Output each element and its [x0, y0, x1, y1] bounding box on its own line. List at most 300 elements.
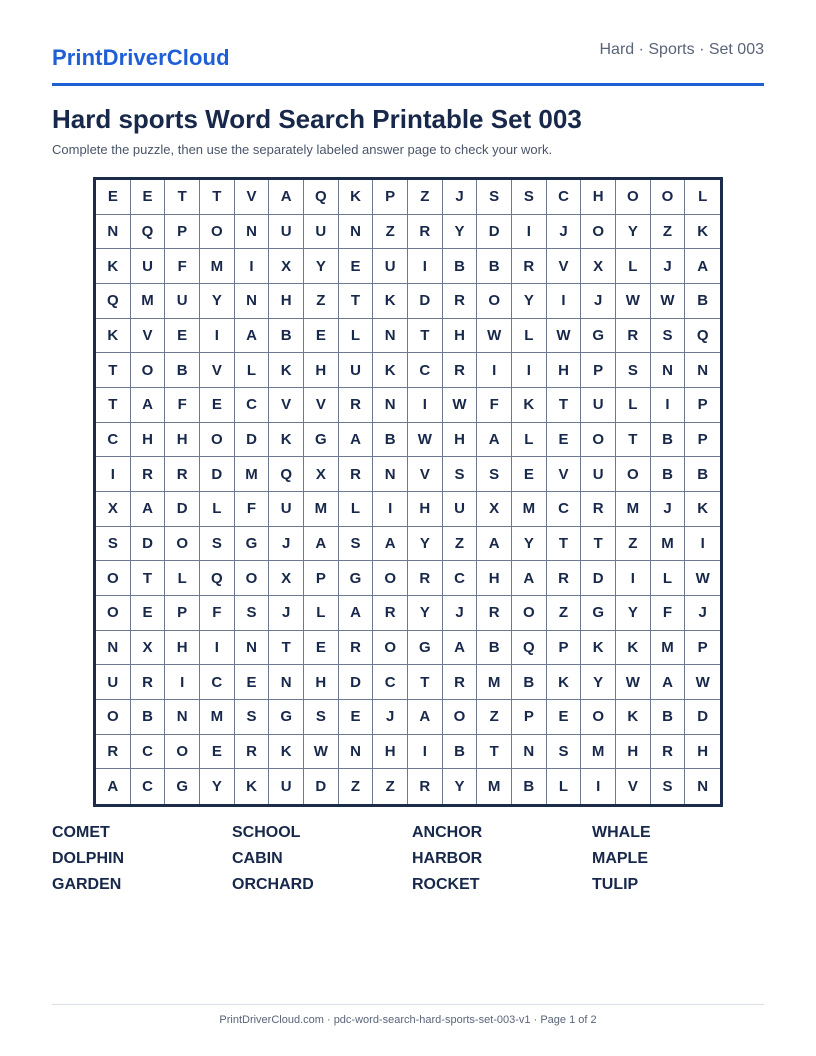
grid-cell: N: [373, 457, 408, 492]
grid-cell: X: [477, 492, 512, 527]
grid-cell: E: [339, 249, 374, 284]
grid-cell: G: [165, 769, 200, 804]
grid-cell: C: [96, 423, 131, 458]
grid-cell: Q: [200, 561, 235, 596]
page-footer: PrintDriverCloud.com · pdc-word-search-hard-sports-set-003-v1 · Page 1 of 2: [219, 1014, 597, 1026]
word-list-item: HARBOR: [412, 850, 483, 867]
grid-cell: I: [165, 665, 200, 700]
grid-cell: I: [235, 249, 270, 284]
grid-cell: D: [581, 561, 616, 596]
grid-cell: J: [373, 700, 408, 735]
grid-cell: B: [269, 319, 304, 354]
grid-cell: Z: [651, 215, 686, 250]
grid-cell: D: [131, 527, 166, 562]
grid-cell: E: [547, 423, 582, 458]
grid-cell: S: [304, 700, 339, 735]
grid-cell: U: [269, 769, 304, 804]
grid-cell: I: [373, 492, 408, 527]
grid-cell: A: [443, 631, 478, 666]
grid-cell: P: [685, 423, 720, 458]
grid-cell: E: [165, 319, 200, 354]
grid-cell: N: [512, 735, 547, 770]
grid-cell: D: [235, 423, 270, 458]
grid-cell: L: [512, 319, 547, 354]
grid-cell: P: [373, 180, 408, 215]
word-list-item: ROCKET: [412, 876, 480, 893]
grid-cell: T: [269, 631, 304, 666]
grid-cell: O: [616, 457, 651, 492]
grid-cell: V: [408, 457, 443, 492]
grid-cell: U: [269, 215, 304, 250]
grid-cell: T: [165, 180, 200, 215]
grid-cell: A: [477, 423, 512, 458]
grid-cell: I: [477, 353, 512, 388]
word-search-grid: [93, 177, 723, 807]
grid-cell: R: [443, 284, 478, 319]
grid-cell: E: [235, 665, 270, 700]
grid-cell: J: [651, 492, 686, 527]
grid-cell: M: [651, 527, 686, 562]
grid-cell: E: [131, 180, 166, 215]
grid-cell: I: [616, 561, 651, 596]
grid-cell: T: [339, 284, 374, 319]
grid-cell: N: [685, 353, 720, 388]
grid-cell: N: [235, 284, 270, 319]
grid-cell: L: [304, 596, 339, 631]
grid-cell: V: [547, 457, 582, 492]
grid-cell: V: [304, 388, 339, 423]
grid-cell: N: [373, 319, 408, 354]
grid-cell: O: [235, 561, 270, 596]
word-list-item: GARDEN: [52, 876, 122, 893]
grid-cell: T: [408, 319, 443, 354]
grid-cell: H: [373, 735, 408, 770]
grid-cell: P: [165, 596, 200, 631]
grid-cell: Y: [304, 249, 339, 284]
grid-cell: Y: [512, 284, 547, 319]
grid-cell: N: [373, 388, 408, 423]
grid-cell: U: [304, 215, 339, 250]
grid-cell: Q: [269, 457, 304, 492]
grid-cell: R: [408, 215, 443, 250]
grid-cell: O: [651, 180, 686, 215]
grid-cell: W: [408, 423, 443, 458]
grid-cell: O: [96, 596, 131, 631]
grid-cell: R: [131, 457, 166, 492]
grid-cell: O: [200, 215, 235, 250]
grid-cell: S: [547, 735, 582, 770]
grid-cell: O: [443, 700, 478, 735]
grid-cell: Q: [131, 215, 166, 250]
grid-cell: M: [477, 769, 512, 804]
grid-cell: K: [616, 700, 651, 735]
grid-cell: O: [96, 561, 131, 596]
grid-cell: G: [304, 423, 339, 458]
grid-cell: R: [373, 596, 408, 631]
grid-cell: R: [651, 735, 686, 770]
grid-cell: Z: [443, 527, 478, 562]
grid-cell: A: [477, 527, 512, 562]
grid-cell: H: [304, 353, 339, 388]
grid-cell: D: [408, 284, 443, 319]
grid-cell: F: [477, 388, 512, 423]
grid-cell: S: [512, 180, 547, 215]
grid-cell: R: [408, 769, 443, 804]
grid-cell: Y: [581, 665, 616, 700]
grid-cell: Y: [443, 769, 478, 804]
grid-cell: R: [443, 665, 478, 700]
grid-cell: O: [96, 700, 131, 735]
grid-cell: R: [339, 457, 374, 492]
grid-cell: R: [477, 596, 512, 631]
grid-cell: L: [616, 388, 651, 423]
grid-cell: G: [581, 319, 616, 354]
grid-cell: D: [304, 769, 339, 804]
grid-cell: G: [235, 527, 270, 562]
word-list-item: COMET: [52, 824, 110, 841]
grid-cell: E: [304, 631, 339, 666]
page-title: Hard sports Word Search Printable Set 003: [52, 104, 582, 134]
grid-cell: X: [96, 492, 131, 527]
grid-cell: I: [96, 457, 131, 492]
grid-cell: B: [512, 769, 547, 804]
grid-cell: C: [408, 353, 443, 388]
grid-cell: Q: [96, 284, 131, 319]
grid-cell: B: [443, 249, 478, 284]
grid-cell: A: [304, 527, 339, 562]
grid-cell: L: [512, 423, 547, 458]
grid-cell: K: [339, 180, 374, 215]
grid-cell: R: [96, 735, 131, 770]
word-list-item: MAPLE: [592, 850, 648, 867]
grid-cell: T: [547, 388, 582, 423]
grid-cell: F: [235, 492, 270, 527]
grid-cell: M: [616, 492, 651, 527]
grid-cell: A: [131, 492, 166, 527]
grid-cell: Y: [200, 284, 235, 319]
grid-cell: U: [339, 353, 374, 388]
grid-cell: I: [581, 769, 616, 804]
page-header: [52, 0, 764, 86]
grid-cell: H: [581, 180, 616, 215]
grid-cell: I: [685, 527, 720, 562]
grid-cell: F: [165, 249, 200, 284]
grid-cell: S: [200, 527, 235, 562]
grid-cell: A: [269, 180, 304, 215]
grid-cell: T: [581, 527, 616, 562]
grid-cell: L: [339, 492, 374, 527]
grid-cell: K: [373, 353, 408, 388]
grid-cell: H: [165, 631, 200, 666]
grid-cell: K: [269, 423, 304, 458]
grid-cell: O: [581, 423, 616, 458]
word-list-item: CABIN: [232, 850, 283, 867]
grid-cell: U: [131, 249, 166, 284]
grid-cell: M: [651, 631, 686, 666]
grid-cell: F: [200, 596, 235, 631]
grid-cell: H: [269, 284, 304, 319]
grid-cell: K: [512, 388, 547, 423]
grid-cell: J: [443, 596, 478, 631]
grid-cell: P: [304, 561, 339, 596]
grid-cell: S: [651, 769, 686, 804]
grid-cell: X: [269, 561, 304, 596]
grid-cell: V: [269, 388, 304, 423]
grid-cell: A: [512, 561, 547, 596]
grid-cell: N: [96, 631, 131, 666]
grid-cell: T: [96, 388, 131, 423]
grid-cell: N: [339, 735, 374, 770]
grid-cell: P: [685, 388, 720, 423]
grid-cell: I: [651, 388, 686, 423]
grid-cell: L: [235, 353, 270, 388]
grid-cell: J: [443, 180, 478, 215]
grid-cell: N: [96, 215, 131, 250]
grid-cell: J: [547, 215, 582, 250]
grid-cell: M: [512, 492, 547, 527]
grid-cell: Y: [408, 596, 443, 631]
grid-cell: B: [131, 700, 166, 735]
grid-cell: S: [477, 457, 512, 492]
grid-cell: C: [200, 665, 235, 700]
grid-cell: L: [165, 561, 200, 596]
grid-cell: K: [685, 492, 720, 527]
grid-cell: E: [96, 180, 131, 215]
word-list-item: WHALE: [592, 824, 651, 841]
grid-cell: N: [269, 665, 304, 700]
grid-cell: A: [685, 249, 720, 284]
grid-cell: Z: [373, 769, 408, 804]
grid-cell: C: [373, 665, 408, 700]
grid-cell: H: [443, 319, 478, 354]
grid-cell: O: [165, 735, 200, 770]
grid-cell: B: [477, 631, 512, 666]
grid-cell: O: [477, 284, 512, 319]
grid-cell: V: [200, 353, 235, 388]
grid-cell: W: [651, 284, 686, 319]
grid-cell: T: [477, 735, 512, 770]
grid-cell: O: [165, 527, 200, 562]
grid-cell: T: [131, 561, 166, 596]
grid-cell: B: [651, 700, 686, 735]
grid-cell: D: [165, 492, 200, 527]
grid-cell: K: [269, 353, 304, 388]
grid-cell: P: [512, 700, 547, 735]
grid-cell: Z: [339, 769, 374, 804]
grid-cell: Y: [616, 215, 651, 250]
brand-logo[interactable]: PrintDriverCloud: [52, 45, 230, 70]
breadcrumb: Hard · Sports · Set 003: [599, 41, 764, 58]
grid-cell: P: [547, 631, 582, 666]
grid-cell: Y: [443, 215, 478, 250]
grid-cell: I: [512, 353, 547, 388]
grid-cell: T: [96, 353, 131, 388]
grid-cell: V: [547, 249, 582, 284]
grid-cell: X: [581, 249, 616, 284]
grid-cell: B: [165, 353, 200, 388]
grid-cell: S: [477, 180, 512, 215]
grid-cell: D: [477, 215, 512, 250]
grid-cell: N: [697, 778, 709, 796]
grid-cell: H: [443, 423, 478, 458]
grid-cell: E: [339, 700, 374, 735]
grid-cell: Q: [512, 631, 547, 666]
grid-cell: W: [685, 561, 720, 596]
grid-cell: O: [512, 596, 547, 631]
grid-cell: P: [685, 631, 720, 666]
grid-cell: J: [651, 249, 686, 284]
grid-cell: Y: [200, 769, 235, 804]
grid-cell: Y: [408, 527, 443, 562]
grid-cell: R: [131, 665, 166, 700]
grid-cell: I: [408, 388, 443, 423]
grid-cell: C: [547, 492, 582, 527]
grid-cell: B: [373, 423, 408, 458]
word-list-item: DOLPHIN: [52, 850, 124, 867]
word-list-item: TULIP: [592, 876, 639, 893]
grid-cell: I: [200, 631, 235, 666]
grid-cell: V: [616, 769, 651, 804]
grid-cell: N: [339, 215, 374, 250]
grid-cell: W: [477, 319, 512, 354]
grid-cell: B: [685, 284, 720, 319]
grid-cell: U: [269, 492, 304, 527]
grid-cell: Z: [477, 700, 512, 735]
grid-cell: C: [547, 180, 582, 215]
grid-cell: B: [512, 665, 547, 700]
grid-cell: A: [339, 596, 374, 631]
grid-cell: I: [547, 284, 582, 319]
grid-cell: K: [547, 665, 582, 700]
grid-cell: A: [408, 700, 443, 735]
grid-cell: K: [96, 249, 131, 284]
grid-cell: O: [373, 631, 408, 666]
grid-cell: G: [269, 700, 304, 735]
grid-cell: U: [581, 457, 616, 492]
grid-cell: S: [235, 596, 270, 631]
grid-cell: X: [269, 249, 304, 284]
grid-cell: O: [200, 423, 235, 458]
grid-cell: E: [512, 457, 547, 492]
grid-cell: C: [131, 735, 166, 770]
grid-cell: F: [165, 388, 200, 423]
grid-cell: R: [512, 249, 547, 284]
grid-cell: T: [200, 180, 235, 215]
word-list-item: ANCHOR: [412, 824, 483, 841]
grid-cell: W: [443, 388, 478, 423]
grid-cell: Z: [304, 284, 339, 319]
grid-cell: P: [581, 353, 616, 388]
grid-cell: J: [685, 596, 720, 631]
grid-cell: K: [685, 215, 720, 250]
grid-cell: Y: [512, 527, 547, 562]
grid-cell: M: [235, 457, 270, 492]
grid-cell: L: [616, 249, 651, 284]
grid-cell: Y: [616, 596, 651, 631]
grid-cell: S: [96, 527, 131, 562]
grid-cell: U: [96, 665, 131, 700]
grid-cell: W: [616, 284, 651, 319]
grid-cell: U: [373, 249, 408, 284]
grid-cell: I: [408, 249, 443, 284]
grid-cell: H: [547, 353, 582, 388]
grid-cell: H: [616, 735, 651, 770]
grid-cell: E: [200, 735, 235, 770]
word-list-item: ORCHARD: [232, 876, 314, 893]
grid-cell: H: [304, 665, 339, 700]
grid-cell: K: [96, 319, 131, 354]
grid-cell: M: [200, 700, 235, 735]
grid-cell: B: [443, 735, 478, 770]
grid-cell: Z: [616, 527, 651, 562]
grid-cell: U: [581, 388, 616, 423]
grid-cell: T: [408, 665, 443, 700]
grid-cell: L: [547, 769, 582, 804]
grid-cell: S: [443, 457, 478, 492]
grid-cell: R: [165, 457, 200, 492]
grid-cell: K: [581, 631, 616, 666]
grid-cell: U: [443, 492, 478, 527]
grid-cell: I: [512, 215, 547, 250]
grid-cell: R: [339, 388, 374, 423]
grid-cell: C: [443, 561, 478, 596]
grid-cell: W: [685, 665, 720, 700]
grid-cell: K: [269, 735, 304, 770]
grid-cell: D: [200, 457, 235, 492]
grid-cell: E: [200, 388, 235, 423]
grid-cell: M: [477, 665, 512, 700]
grid-cell: L: [200, 492, 235, 527]
grid-cell: J: [581, 284, 616, 319]
grid-cell: M: [581, 735, 616, 770]
grid-cell: S: [616, 353, 651, 388]
grid-cell: H: [131, 423, 166, 458]
grid-cell: O: [581, 215, 616, 250]
grid-cell: A: [339, 423, 374, 458]
grid-cell: L: [685, 180, 720, 215]
grid-cell: V: [131, 319, 166, 354]
grid-cell: R: [408, 561, 443, 596]
grid-cell: P: [165, 215, 200, 250]
grid-cell: H: [477, 561, 512, 596]
grid-cell: V: [235, 180, 270, 215]
grid-cell: C: [235, 388, 270, 423]
grid-cell: Q: [685, 319, 720, 354]
grid-cell: O: [581, 700, 616, 735]
page-subtitle: Complete the puzzle, then use the separately labeled answer page to check your work.: [52, 142, 553, 157]
grid-cell: A: [235, 319, 270, 354]
grid-cell: T: [547, 527, 582, 562]
grid-cell: M: [304, 492, 339, 527]
grid-cell: W: [616, 665, 651, 700]
grid-cell: H: [408, 492, 443, 527]
grid-cell: O: [131, 353, 166, 388]
grid-cell: K: [235, 769, 270, 804]
grid-cell: G: [581, 596, 616, 631]
grid-cell: E: [304, 319, 339, 354]
grid-cell: L: [339, 319, 374, 354]
grid-cell: Z: [547, 596, 582, 631]
grid-cell: F: [651, 596, 686, 631]
grid-cell: B: [685, 457, 720, 492]
grid-cell: K: [616, 631, 651, 666]
grid-cell: R: [235, 735, 270, 770]
grid-cell: X: [304, 457, 339, 492]
grid-cell: N: [651, 353, 686, 388]
word-list-item: SCHOOL: [232, 824, 301, 841]
grid-cell: J: [269, 527, 304, 562]
word-list: [52, 824, 772, 894]
